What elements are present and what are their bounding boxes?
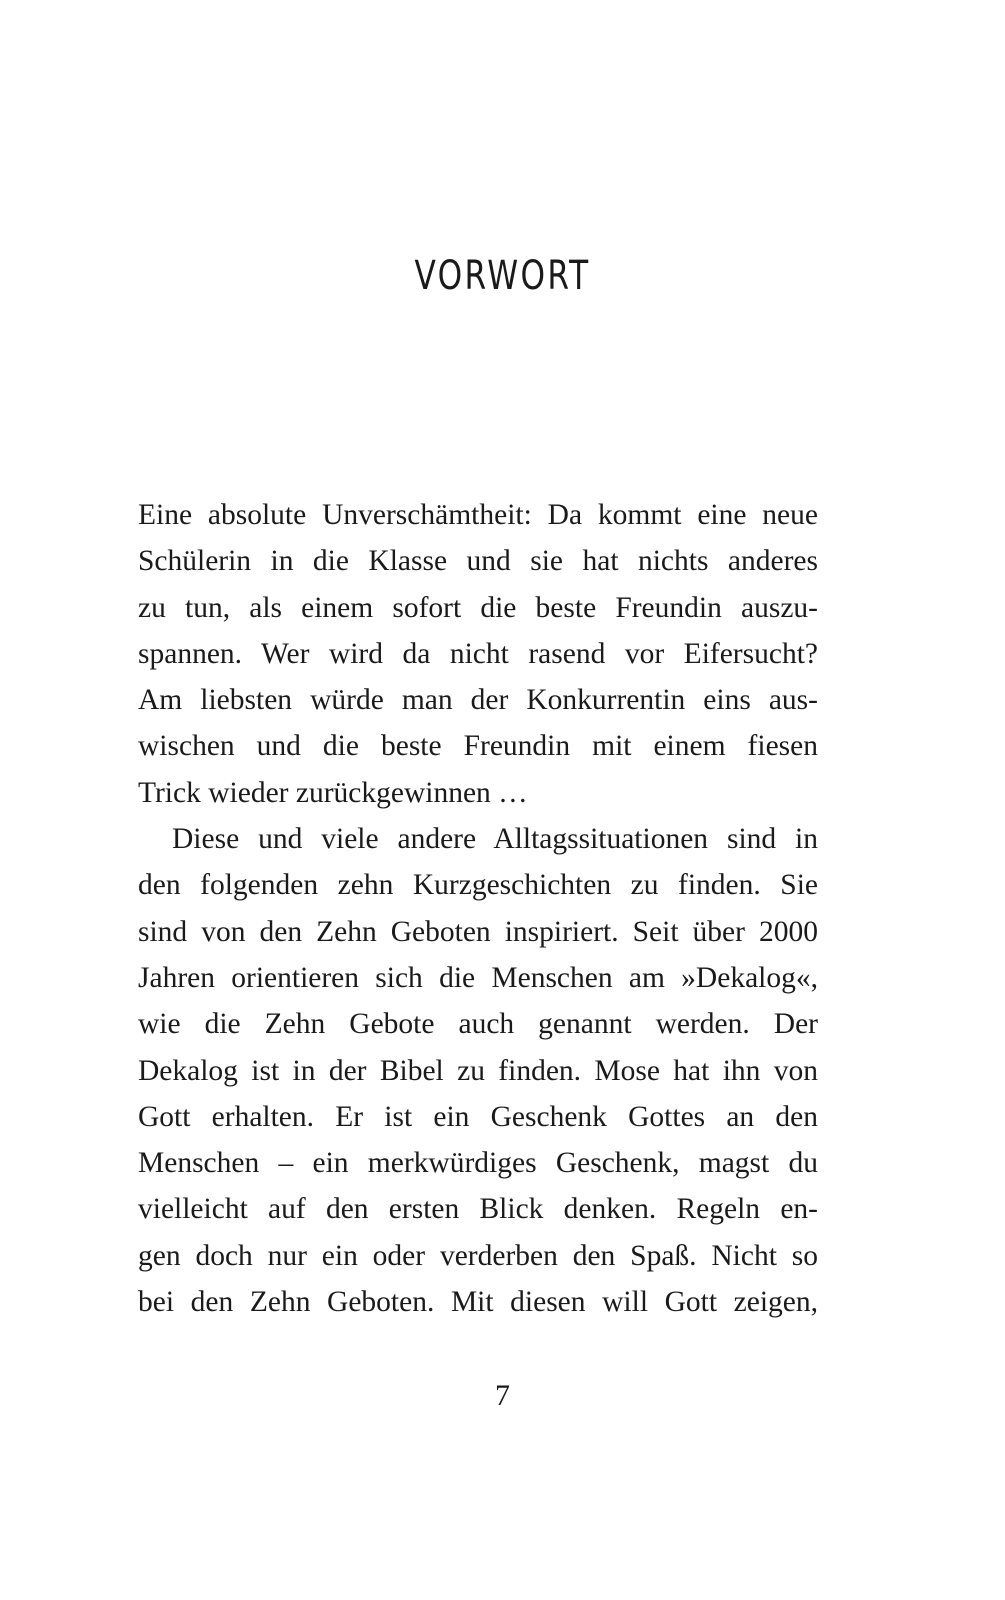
text-line: gen doch nur ein oder verderben den Spaß. Nicht so — [138, 1239, 818, 1272]
text-line: bei den Zehn Geboten. Mit diesen will Gott zeigen, — [138, 1286, 818, 1319]
text-line: Gott erhalten. Er ist ein Geschenk Gottes an den — [138, 1100, 818, 1133]
body-text — [138, 492, 818, 1325]
text-line: wischen und die beste Freundin mit einem fiesen — [138, 730, 818, 763]
text-line-paragraph-end: Trick wieder zurückgewinnen … — [138, 776, 528, 809]
text-line: Jahren orientieren sich die Menschen am »Dekalog«, — [138, 961, 818, 994]
text-line: zu tun, als einem sofort die beste Freundin auszu- — [138, 591, 818, 624]
text-line: Eine absolute Unverschämtheit: Da kommt eine neue — [138, 499, 818, 531]
text-line: Menschen – ein merkwürdiges Geschenk, magst du — [138, 1147, 818, 1180]
text-line: vielleicht auf den ersten Blick denken. Regeln en- — [138, 1193, 818, 1226]
text-line: wie die Zehn Gebote auch genannt werden. Der — [138, 1008, 818, 1041]
text-line: den folgenden zehn Kurzgeschichten zu finden. Sie — [138, 869, 818, 902]
page-number: 7 — [495, 1379, 510, 1412]
text-line: Dekalog ist in der Bibel zu finden. Mose hat ihn von — [138, 1054, 818, 1087]
text-line-paragraph-start: Diese und viele andere Alltagssituationen sind in — [172, 823, 818, 856]
text-line: Schülerin in die Klasse und sie hat nichts anderes — [138, 545, 818, 578]
text-line: sind von den Zehn Geboten inspiriert. Seit über 2000 — [138, 915, 818, 948]
chapter-title: VORWORT — [414, 253, 591, 299]
text-line: Am liebsten würde man der Konkurrentin eins aus- — [138, 684, 818, 717]
text-line: spannen. Wer wird da nicht rasend vor Eifersucht? — [138, 637, 818, 670]
